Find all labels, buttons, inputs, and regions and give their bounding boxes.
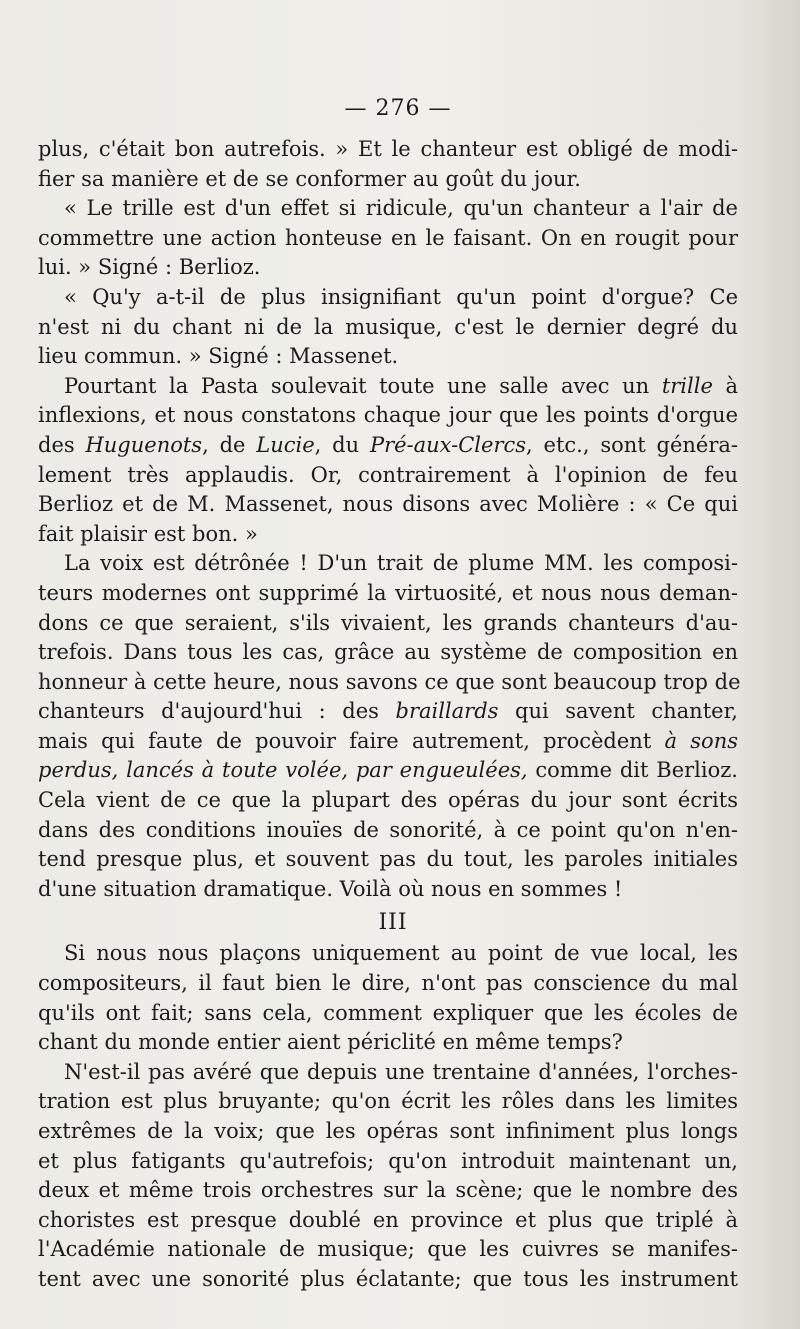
text-line: honneur à cette heure, nous savons ce que sont beaucoup trop de — [38, 669, 741, 694]
text-line: n'est ni du chant ni de la musique, c'est le dernier degré du — [38, 314, 738, 339]
text-line: teurs modernes ont supprimé la virtuosité, et nous nous deman- — [38, 580, 738, 605]
text-line: Cela vient de ce que la plupart des opéras du jour sont écrits — [38, 788, 738, 813]
text-line: inflexions, et nous constatons chaque jour que les points d'orgue — [38, 403, 738, 428]
text-line: « Le trille est d'un effet si ridicule, qu'un chanteur a l'air de — [64, 196, 738, 221]
quote-massenet — [38, 283, 738, 372]
text-line: Berlioz et de M. Massenet, nous disons avec Molière : « Ce qui — [38, 492, 738, 517]
text-line: dans des conditions inouïes de sonorité, à ce point qu'on n'en- — [38, 817, 738, 842]
text-line: plus, c'était bon autrefois. » Et le chanteur est obligé de modi- — [38, 137, 738, 161]
page-number: — 276 — — [344, 96, 452, 121]
section-heading: III — [378, 910, 408, 936]
text-line: N'est-il pas avéré que depuis une trentaine d'années, l'orches- — [64, 1059, 738, 1084]
text-line: mais qui faute de pouvoir faire autrement, procèdent à sons — [38, 728, 738, 753]
text-line: lieu commun. » Signé : Massenet. — [38, 344, 399, 369]
paragraph-1 — [38, 135, 738, 194]
text-line: chanteurs d'aujourd'hui : des braillards qui savent chanter, — [38, 699, 738, 724]
italic-term: à sons — [664, 728, 738, 753]
paragraph-orchestration — [38, 1058, 738, 1295]
italic-term: braillards — [395, 699, 499, 724]
text-line: trefois. Dans tous les cas, grâce au système de composition en — [38, 640, 738, 665]
opera-title: Lucie — [256, 432, 315, 457]
quote-berlioz — [38, 194, 738, 283]
text-line: des Huguenots, de Lucie, du Pré-aux-Clercs, etc., sont généra- — [38, 432, 738, 457]
text-line: lui. » Signé : Berlioz. — [38, 255, 261, 280]
text-line: d'une situation dramatique. Voilà où nous en sommes ! — [38, 876, 623, 901]
text-line: compositeurs, il faut bien le dire, n'ont pas conscience du mal — [38, 971, 738, 996]
text-line: tent avec une sonorité plus éclatante; que tous les instrument — [38, 1266, 738, 1291]
text-line: « Qu'y a-t-il de plus insignifiant qu'un point d'orgue? Ce — [64, 284, 738, 309]
opera-title: Huguenots — [85, 432, 203, 457]
text-line: lement très applaudis. Or, contrairement à l'opinion de feu — [38, 462, 738, 487]
text-line: Pourtant la Pasta soulevait toute une salle avec un trille à — [64, 373, 738, 398]
text-line: fier sa manière et de se conformer au goût du jour. — [38, 166, 581, 191]
text-line: choristes est presque doublé en province et plus que triplé à — [38, 1207, 738, 1232]
text-line: tration est plus bruyante; qu'on écrit les rôles dans les limites — [38, 1089, 738, 1114]
text-line: qu'ils ont fait; sans cela, comment expliquer que les écoles de — [38, 1000, 738, 1025]
paragraph-voix — [38, 549, 741, 904]
text-line: fait plaisir est bon. » — [38, 521, 258, 546]
text-line: perdus, lancés à toute volée, par engueulées, comme dit Berlioz. — [38, 758, 738, 783]
paragraph-local — [38, 939, 738, 1057]
opera-title: Pré-aux-Clercs — [369, 432, 527, 457]
paragraph-pasta — [38, 372, 738, 550]
text-line: l'Académie nationale de musique; que les cuivres se manifes- — [38, 1237, 738, 1262]
text-line: dons ce que seraient, s'ils vivaient, les grands chanteurs d'au- — [38, 610, 738, 635]
text-line: extrêmes de la voix; que les opéras sont infiniment plus longs — [38, 1119, 738, 1143]
italic-term: trille — [661, 373, 713, 398]
text-line: Si nous nous plaçons uniquement au point de vue local, les — [64, 941, 738, 966]
italic-term: perdus, lancés à toute volée, par engueulées, — [38, 758, 528, 783]
text-line: et plus fatigants qu'autrefois; qu'on introduit maintenant un, — [38, 1148, 738, 1173]
text-line: chant du monde entier aient périclité en même temps? — [38, 1030, 623, 1055]
text-line: tend presque plus, et souvent pas du tout, les paroles initiales — [38, 847, 738, 872]
text-line: deux et même trois orchestres sur la scène; que le nombre des — [38, 1178, 738, 1203]
text-line: La voix est détrônée ! D'un trait de plume MM. les composi- — [64, 551, 738, 576]
text-line: commettre une action honteuse en le faisant. On en rougit pour — [38, 225, 738, 250]
